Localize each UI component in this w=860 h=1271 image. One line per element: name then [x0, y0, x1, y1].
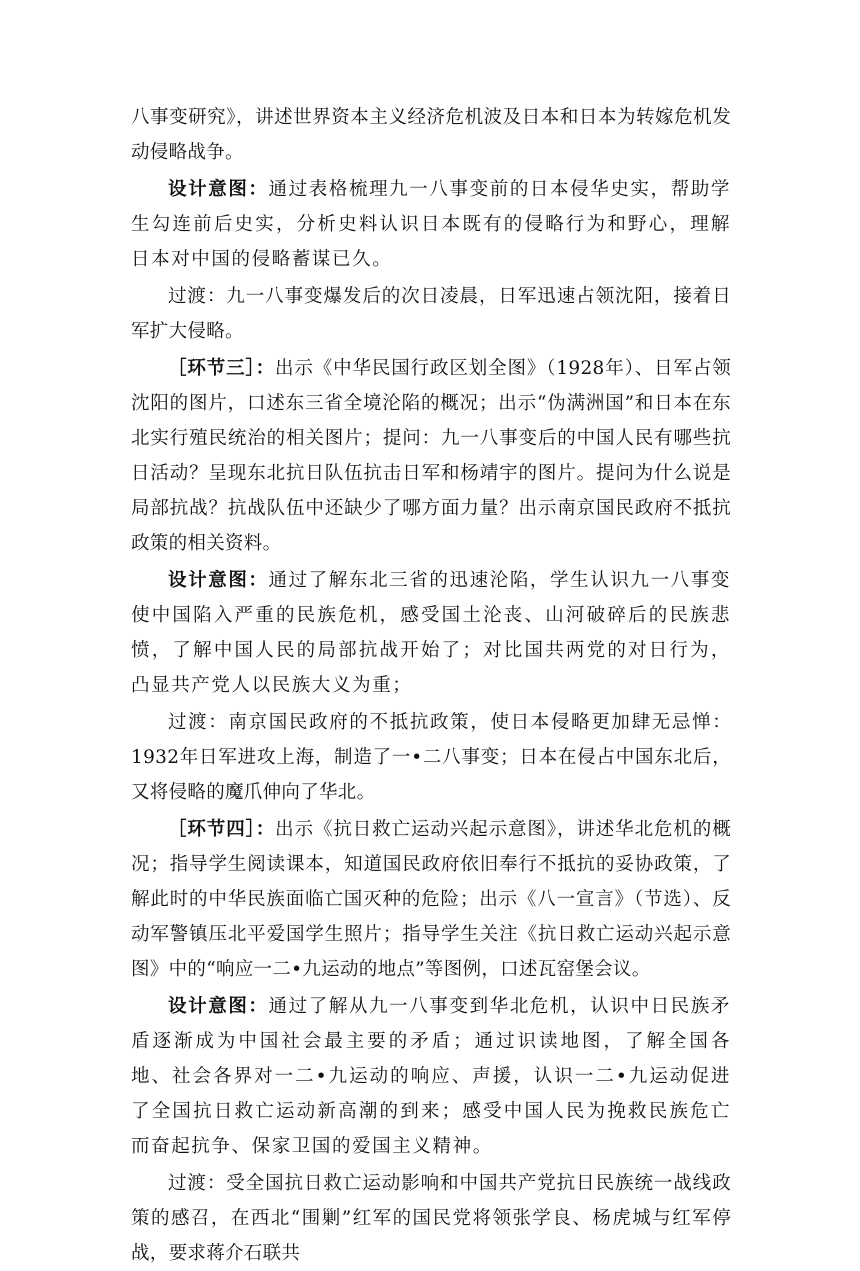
design-intent-paragraph	[131, 563, 731, 703]
paragraph-text: 过渡：受全国抗日救亡运动影响和中国共产党抗日民族统一战线政策的感召，在西北“围剿”红军的国民党将领张学良、杨虎城与红军停战，要求蒋介石联共	[131, 1173, 731, 1264]
paragraph-continuation	[131, 100, 731, 170]
design-intent-label: 设计意图：	[168, 996, 269, 1017]
section-four-paragraph	[131, 812, 731, 987]
paragraph-text: 出示《抗日救亡运动兴起示意图》，讲述华北危机的概况；指导学生阅读课本，知道国民政府依旧奉行不抵抗的妥协政策，了解此时的中华民族面临亡国灭种的危险；出示《八一宣言》（节选）、反动军警镇压北平爱国学生照片；指导学生关注《抗日救亡运动兴起示意图》中的“响应一二•九运动的地点”等图例，口述瓦窑堡会议。	[131, 819, 731, 980]
section-three-paragraph	[131, 351, 731, 561]
design-intent-label: 设计意图：	[168, 179, 269, 200]
section-label: ［环节三］：	[168, 358, 275, 379]
paragraph-text: 出示《中华民国行政区划全图》（1928年）、日军占领沈阳的图片，口述东三省全境沦陷的概况；出示“伪满洲国”和日本在东北实行殖民统治的相关图片；提问：九一八事变后的中国人民有哪些抗日活动？呈现东北抗日队伍抗击日军和杨靖宇的图片。提问为什么说是局部抗战？抗战队伍中还缺少了哪方面力量？出示南京国民政府不抵抗政策的相关资料。	[131, 358, 731, 554]
document-body	[131, 100, 731, 1271]
transition-paragraph	[131, 1166, 731, 1271]
section-label: ［环节四］：	[168, 819, 276, 840]
transition-paragraph	[131, 705, 731, 810]
paragraph-text: 通过了解从九一八事变到华北危机，认识中日民族矛盾逐渐成为中国社会最主要的矛盾；通过识读地图，了解全国各地、社会各界对一二•九运动的响应、声援，认识一二•九运动促进了全国抗日救亡运动新高潮的到来；感受中国人民为挽救民族危亡而奋起抗争、保家卫国的爱国主义精神。	[131, 996, 731, 1157]
design-intent-paragraph	[131, 172, 731, 277]
paragraph-text: 通过表格梳理九一八事变前的日本侵华史实，帮助学生勾连前后史实，分析史料认识日本既有的侵略行为和野心，理解日本对中国的侵略蓄谋已久。	[131, 179, 731, 270]
paragraph-text: 通过了解东北三省的迅速沦陷，学生认识九一八事变使中国陷入严重的民族危机，感受国土沦丧、山河破碎后的民族悲愤，了解中国人民的局部抗战开始了；对比国共两党的对日行为，凸显共产党人以民族大义为重；	[131, 570, 731, 696]
paragraph-text: 八事变研究》，讲述世界资本主义经济危机波及日本和日本为转嫁危机发动侵略战争。	[131, 107, 731, 163]
transition-paragraph	[131, 279, 731, 349]
design-intent-label: 设计意图：	[168, 570, 269, 591]
paragraph-text: 过渡：南京国民政府的不抵抗政策，使日本侵略更加肆无忌惮：1932年日军进攻上海，制造了一•二八事变；日本在侵占中国东北后，又将侵略的魔爪伸向了华北。	[131, 712, 731, 803]
design-intent-paragraph	[131, 989, 731, 1164]
paragraph-text: 过渡：九一八事变爆发后的次日凌晨，日军迅速占领沈阳，接着日军扩大侵略。	[131, 286, 731, 342]
